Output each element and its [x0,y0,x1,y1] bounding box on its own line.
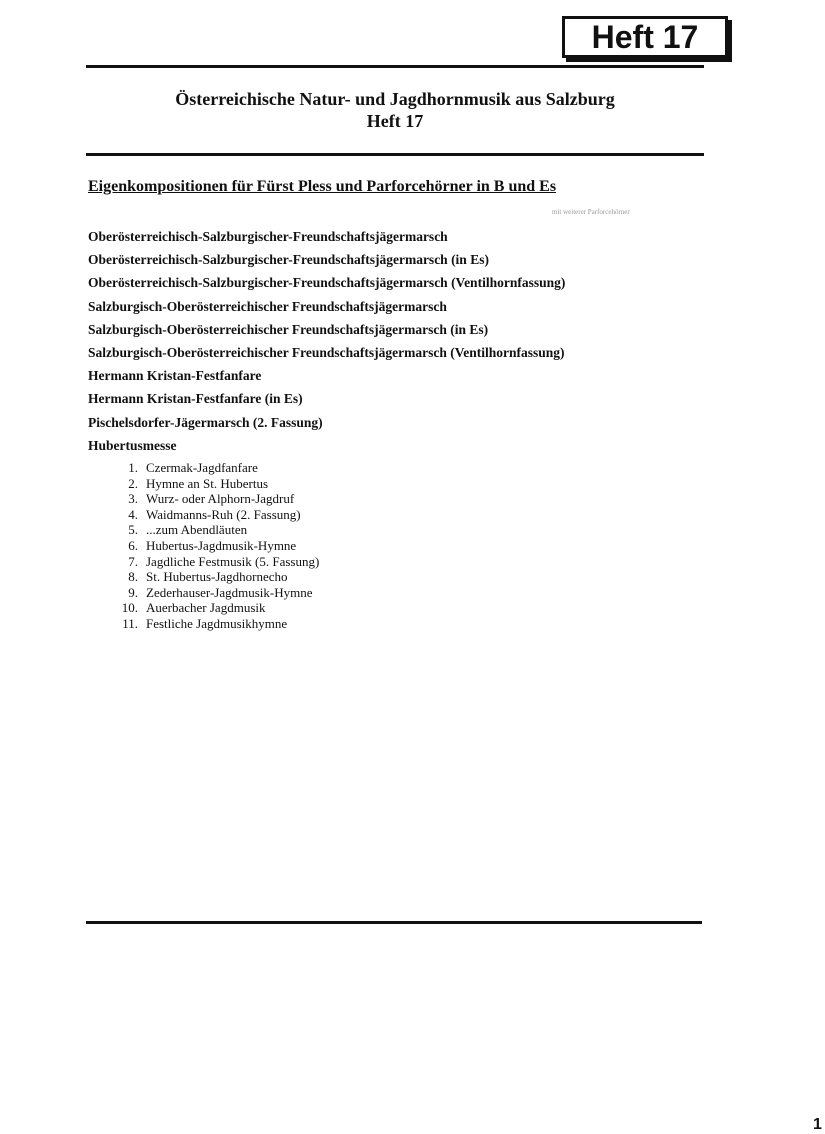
list-item [112,476,319,492]
composition-list [88,228,565,460]
item-number: 9. [128,584,138,600]
item-number: 5. [128,522,138,538]
list-item: Oberösterreichisch-Salzburgischer-Freundschaftsjägermarsch (in Es) [88,252,489,268]
item-title: Wurz- oder Alphorn-Jagdruf [146,491,295,507]
heft-badge: Heft 17 [562,16,728,58]
item-title: ...zum Abendläuten [146,522,248,538]
item-number: 6. [128,537,138,553]
list-item [112,616,319,632]
list-item [112,554,319,570]
hubertusmesse-list [112,460,319,632]
list-item [112,538,319,554]
item-number: 4. [128,506,138,522]
item-number: 10. [121,600,138,616]
bottom-rule [86,921,702,924]
list-item: Hermann Kristan-Festfanfare (in Es) [88,391,303,407]
title-line-1: Österreichische Natur- und Jagdhornmusik aus Salzburg [175,89,615,109]
item-number: 2. [128,475,138,491]
item-number: 8. [128,569,138,585]
item-title: Waidmanns-Ruh (2. Fassung) [146,506,301,522]
list-item [112,491,319,507]
list-item [112,600,319,616]
item-title: Czermak-Jagdfanfare [146,460,258,475]
item-title: Hubertus-Jagdmusik-Hymne [146,537,297,553]
list-item [112,569,319,585]
title-rule [86,153,704,156]
item-title: St. Hubertus-Jagdhornecho [146,569,288,585]
faint-note: mit weiterer Parforcehörner [552,208,630,216]
item-title: Auerbacher Jagdmusik [146,600,266,616]
top-rule [86,65,704,68]
list-item: Salzburgisch-Oberösterreichischer Freundschaftsjägermarsch (in Es) [88,321,489,337]
page-number: 1 [813,1116,822,1133]
item-title: Hymne an St. Hubertus [146,475,269,491]
list-item [112,507,319,523]
page-title [86,88,704,132]
item-title: Festliche Jagdmusikhymne [146,615,288,631]
item-title: Jagdliche Festmusik (5. Fassung) [146,553,320,569]
list-item: Hubertusmesse [88,437,177,453]
item-number: 1. [128,460,138,475]
list-item: Pischelsdorfer-Jägermarsch (2. Fassung) [88,414,323,430]
item-number: 7. [128,553,138,569]
section-heading: Eigenkompositionen für Fürst Pless und Parforcehörner in B und Es [88,178,557,195]
list-item [112,460,319,476]
title-line-2: Heft 17 [366,111,424,131]
item-number: 11. [122,615,138,631]
list-item [112,585,319,601]
item-title: Zederhauser-Jagdmusik-Hymne [146,584,313,600]
list-item: Hermann Kristan-Festfanfare [88,368,262,384]
item-number: 3. [128,491,138,507]
list-item: Salzburgisch-Oberösterreichischer Freundschaftsjägermarsch [88,298,447,314]
list-item: Oberösterreichisch-Salzburgischer-Freundschaftsjägermarsch (Ventilhornfassung) [88,275,566,291]
list-item: Oberösterreichisch-Salzburgischer-Freundschaftsjägermarsch [88,229,448,244]
list-item [112,522,319,538]
list-item: Salzburgisch-Oberösterreichischer Freundschaftsjägermarsch (Ventilhornfassung) [88,344,565,360]
